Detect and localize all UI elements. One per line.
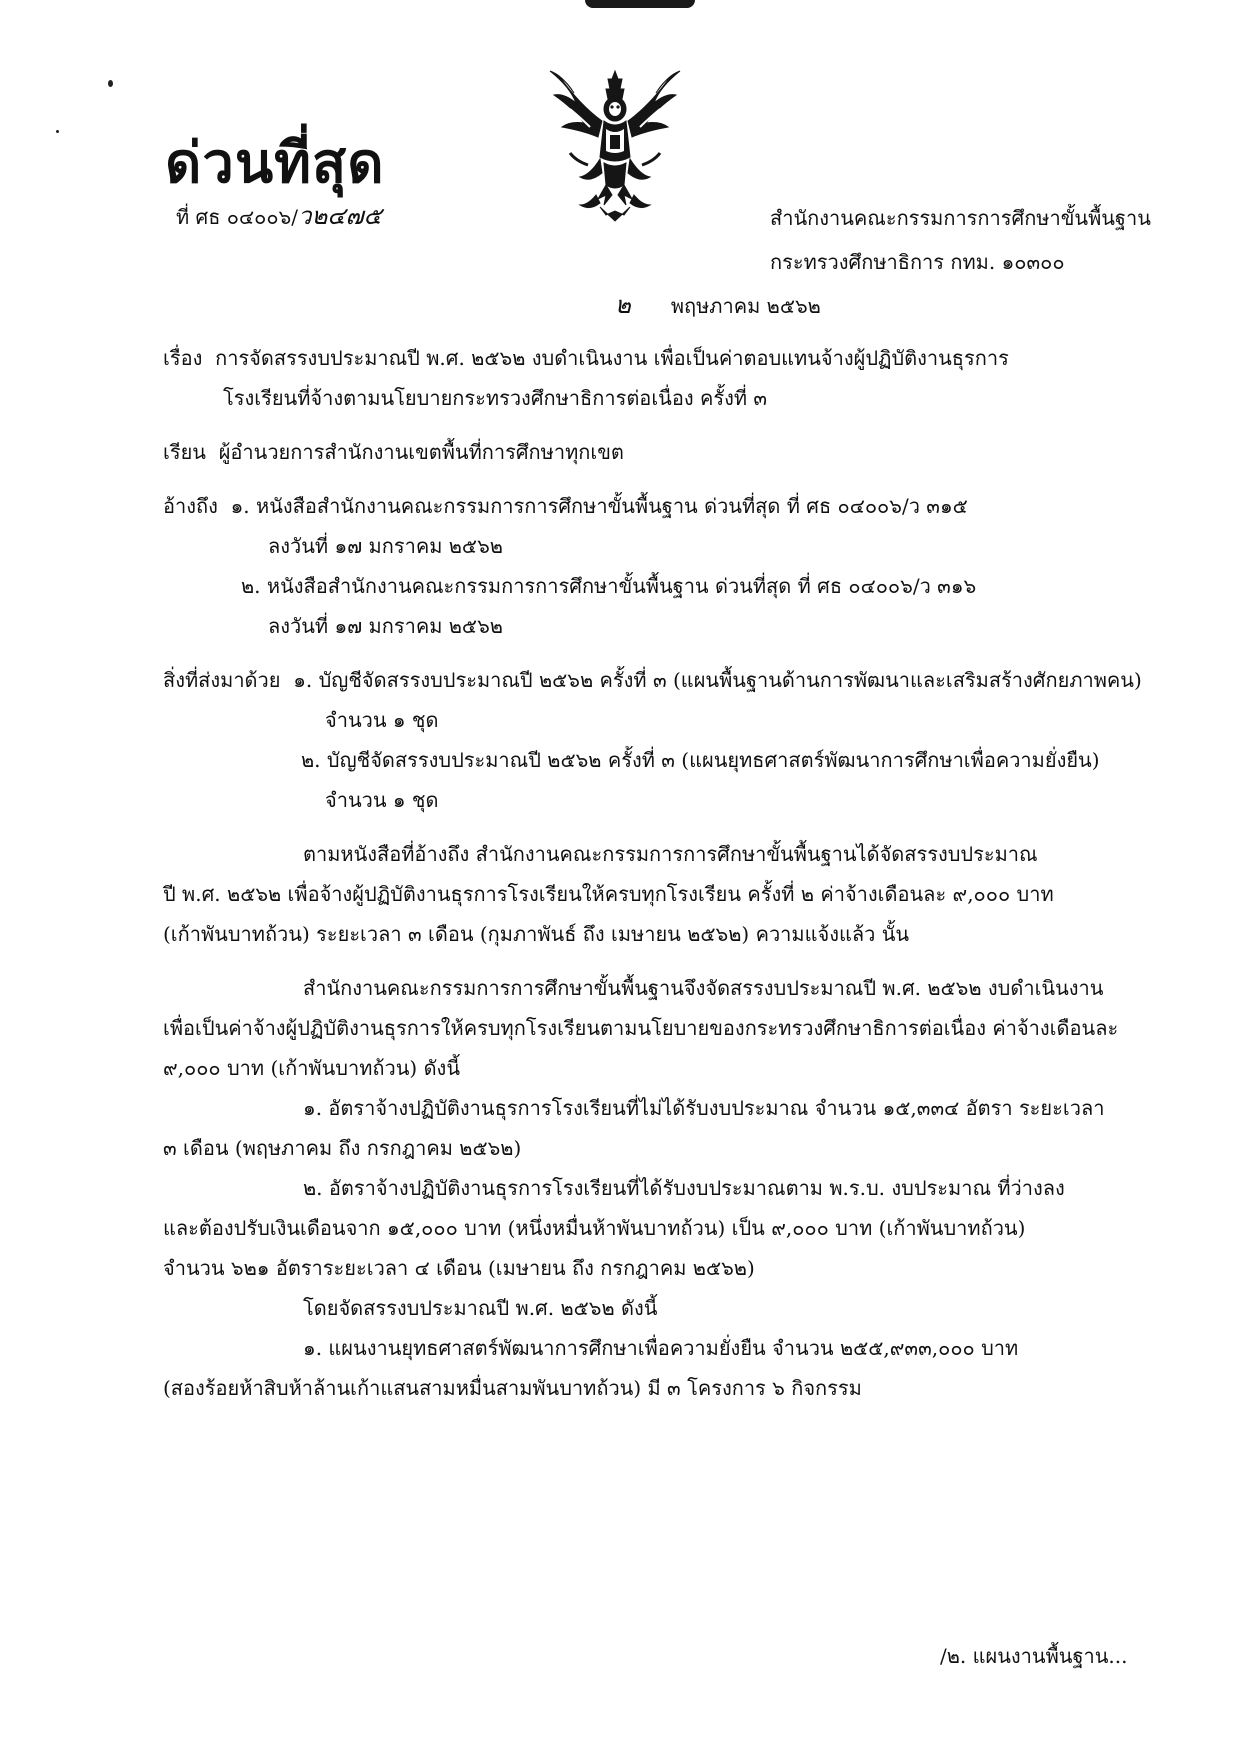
scan-mark: [585, 0, 695, 8]
reference-1-line2: ลงวันที่ ๑๗ มกราคม ๒๕๖๒: [268, 534, 503, 558]
reference-item-1: [163, 486, 1133, 526]
enclosure-label: สิ่งที่ส่งมาด้วย: [163, 668, 281, 692]
garuda-emblem-icon: [540, 65, 690, 225]
rate-item-2-line1: ๒. อัตราจ้างปฏิบัติงานธุรการโรงเรียนที่ได้รับงบประมาณตาม พ.ร.บ. งบประมาณ ที่ว่างลง: [303, 1176, 1065, 1200]
paragraph-3-line1: โดยจัดสรรงบประมาณปี พ.ศ. ๒๕๖๒ ดังนี้: [303, 1296, 658, 1320]
document-date: [615, 285, 821, 324]
scan-speck: [56, 130, 59, 133]
rate-item-2-line3: จำนวน ๖๒๑ อัตราระยะเวลา ๔ เดือน (เมษายน ถึง กรกฎาคม ๒๕๖๒): [163, 1256, 755, 1280]
paragraph-1-line3: (เก้าพันบาทถ้วน) ระยะเวลา ๓ เดือน (กุมภาพันธ์ ถึง เมษายน ๒๕๖๒) ความแจ้งแล้ว นั้น: [163, 922, 910, 946]
reference-1-line1: ๑. หนังสือสำนักงานคณะกรรมการการศึกษาขั้นพื้นฐาน ด่วนที่สุด ที่ ศธ ๐๔๐๐๖/ว ๓๑๕: [230, 494, 968, 518]
paragraph-1-line2: ปี พ.ศ. ๒๕๖๒ เพื่อจ้างผู้ปฏิบัติงานธุรการโรงเรียนให้ครบทุกโรงเรียน ครั้งที่ ๒ ค่าจ้างเดือนละ ๙,๐๐๐ บาท: [163, 882, 1054, 906]
subject-line: [163, 338, 1133, 378]
urgency-stamp: ด่วนที่สุด: [165, 131, 385, 196]
subject-text-line2: โรงเรียนที่จ้างตามนโยบายกระทรวงศึกษาธิการต่อเนื่อง ครั้งที่ ๓: [223, 386, 768, 410]
paragraph-1-line1: ตามหนังสือที่อ้างถึง สำนักงานคณะกรรมการการศึกษาขั้นพื้นฐานได้จัดสรรงบประมาณ: [303, 842, 1038, 866]
subject-label: เรื่อง: [163, 346, 203, 370]
document-number-prefix: ที่ ศธ ๐๔๐๐๖/: [176, 205, 298, 229]
scan-speck: [108, 80, 113, 87]
enclosure-1-line1: ๑. บัญชีจัดสรรงบประมาณปี ๒๕๖๒ ครั้งที่ ๓ (แผนพื้นฐานด้านการพัฒนาและเสริมสร้างศักยภาพคน): [293, 668, 1142, 692]
continuation-note: /๒. แผนงานพื้นฐาน...: [940, 1644, 1128, 1668]
plan-item-1-line1: ๑. แผนงานยุทธศาสตร์พัฒนาการศึกษาเพื่อความยั่งยืน จำนวน ๒๕๕,๙๓๓,๐๐๐ บาท: [303, 1336, 1019, 1360]
recipient-label: เรียน: [163, 440, 206, 464]
recipient-text: ผู้อำนวยการสำนักงานเขตพื้นที่การศึกษาทุกเขต: [218, 440, 624, 464]
rate-item-1-line2: ๓ เดือน (พฤษภาคม ถึง กรกฎาคม ๒๕๖๒): [163, 1136, 522, 1160]
enclosure-2-line2: จำนวน ๑ ชุด: [325, 788, 439, 812]
enclosure-1-line2: จำนวน ๑ ชุด: [325, 708, 439, 732]
subject-text-line1: การจัดสรรงบประมาณปี พ.ศ. ๒๕๖๒ งบดำเนินงาน เพื่อเป็นค่าตอบแทนจ้างผู้ปฏิบัติงานธุรการ: [215, 346, 1009, 370]
rate-item-1-line1: ๑. อัตราจ้างปฏิบัติงานธุรการโรงเรียนที่ไม่ได้รับงบประมาณ จำนวน ๑๕,๓๓๔ อัตรา ระยะเวลา: [303, 1096, 1105, 1120]
rate-item-2-line2: และต้องปรับเงินเดือนจาก ๑๕,๐๐๐ บาท (หนึ่งหมื่นห้าพันบาทถ้วน) เป็น ๙,๐๐๐ บาท (เก้าพันบาทถ้วน): [163, 1216, 1026, 1240]
enclosure-item-1: [163, 660, 1142, 700]
plan-item-1-line2: (สองร้อยห้าสิบห้าล้านเก้าแสนสามหมื่นสามพันบาทถ้วน) มี ๓ โครงการ ๖ กิจกรรม: [163, 1376, 862, 1400]
recipient-line: [163, 432, 1133, 472]
date-day-handwritten: ๒: [615, 291, 631, 319]
reference-2-line2: ลงวันที่ ๑๗ มกราคม ๒๕๖๒: [268, 614, 503, 638]
paragraph-2-line2: เพื่อเป็นค่าจ้างผู้ปฏิบัติงานธุรการให้ครบทุกโรงเรียนตามนโยบายของกระทรวงศึกษาธิการต่อเนื่อง ค่าจ้างเดือนละ: [163, 1016, 1119, 1040]
reference-label: อ้างถึง: [163, 494, 218, 518]
enclosure-2-line1: ๒. บัญชีจัดสรรงบประมาณปี ๒๕๖๒ ครั้งที่ ๓ (แผนยุทธศาสตร์พัฒนาการศึกษาเพื่อความยั่งยืน): [301, 748, 1100, 772]
organization-name: สำนักงานคณะกรรมการการศึกษาขั้นพื้นฐาน: [770, 206, 1151, 230]
issuing-organization: [770, 196, 1151, 284]
date-month-year: พฤษภาคม ๒๕๖๒: [670, 294, 821, 318]
organization-address: กระทรวงศึกษาธิการ กทม. ๑๐๓๐๐: [770, 250, 1065, 274]
paragraph-2-line3: ๙,๐๐๐ บาท (เก้าพันบาทถ้วน) ดังนี้: [163, 1056, 460, 1080]
document-number: [176, 196, 382, 235]
document-number-handwritten: ว๒๔๗๕: [298, 202, 382, 230]
paragraph-2-line1: สำนักงานคณะกรรมการการศึกษาขั้นพื้นฐานจึงจัดสรรงบประมาณปี พ.ศ. ๒๕๖๒ งบดำเนินงาน: [303, 976, 1104, 1000]
letter-body: [163, 338, 1142, 1408]
reference-2-line1: ๒. หนังสือสำนักงานคณะกรรมการการศึกษาขั้นพื้นฐาน ด่วนที่สุด ที่ ศธ ๐๔๐๐๖/ว ๓๑๖: [241, 574, 977, 598]
